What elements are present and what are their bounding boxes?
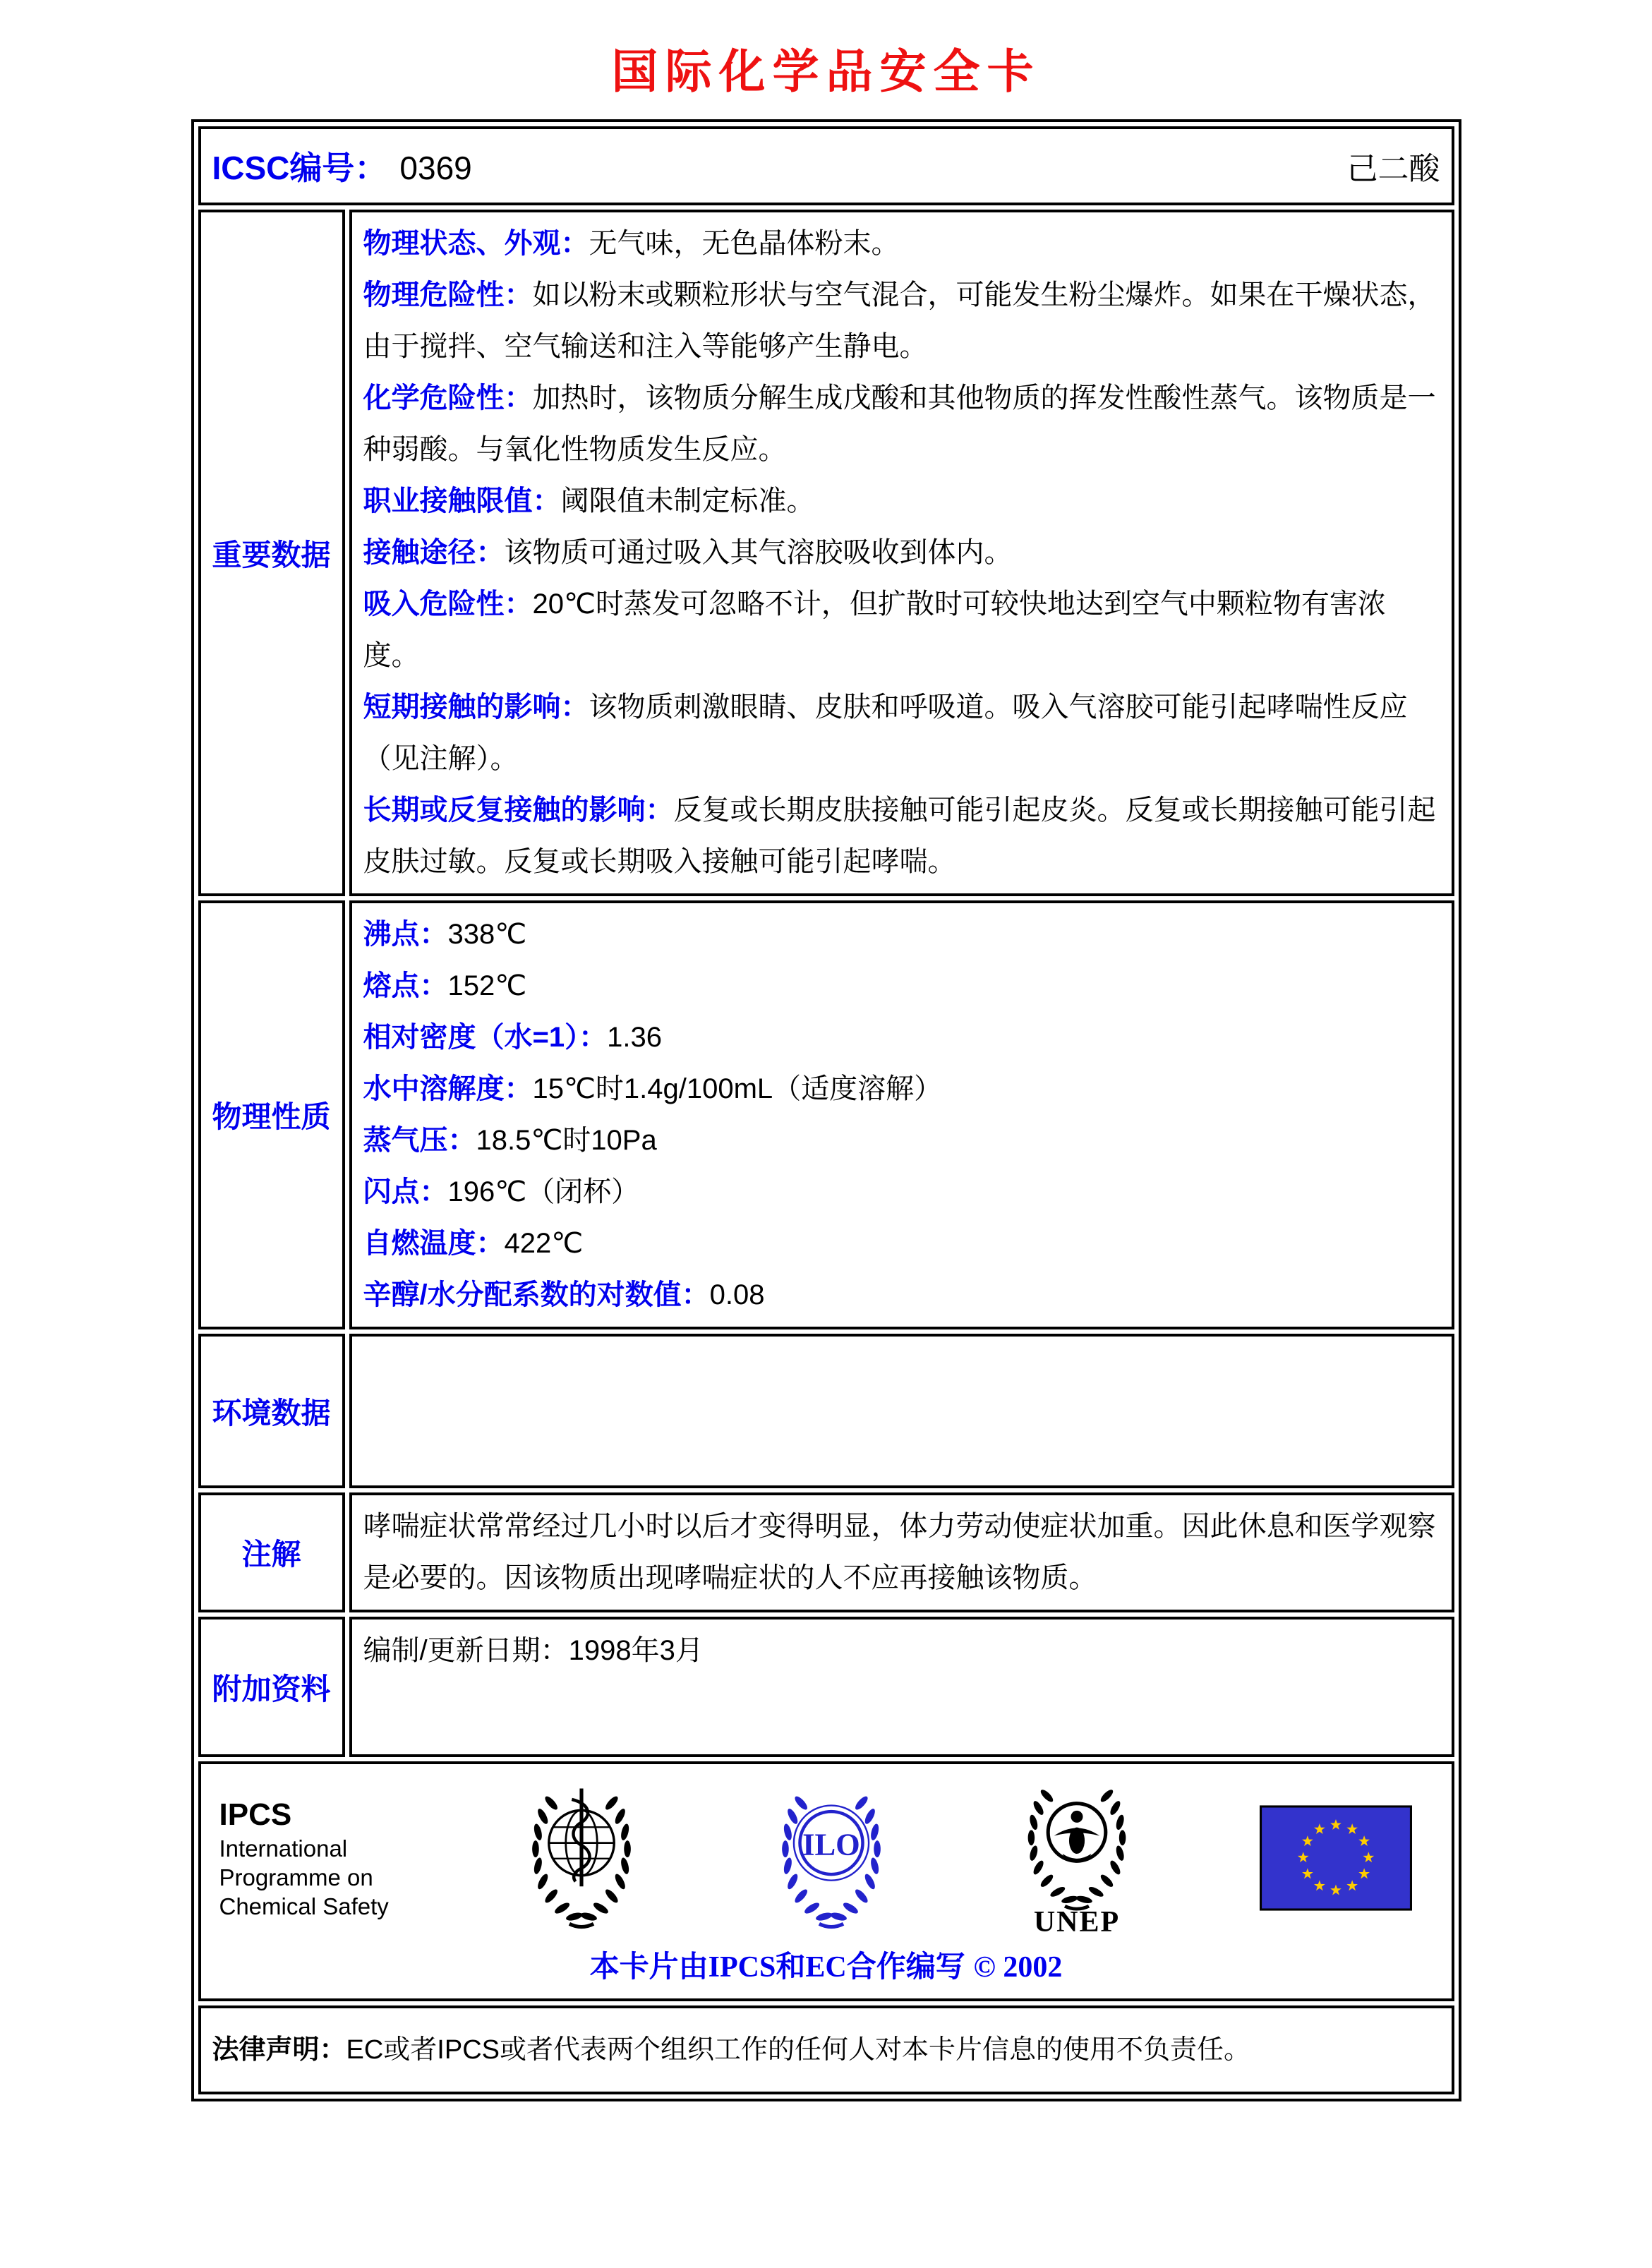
entry-term: 水中溶解度： xyxy=(363,1073,533,1104)
entry-text: 反复或长期皮肤接触可能引起皮炎。反复或长期接触可能引起皮肤过敏。反复或长期吸入接触可能引起哮喘。 xyxy=(363,795,1436,877)
header-row xyxy=(198,126,1454,205)
entry-term: 自燃温度： xyxy=(363,1228,505,1259)
entry-inhalation-risk xyxy=(363,579,1440,682)
important-data-row xyxy=(198,210,1454,896)
entry-chemical-danger xyxy=(363,373,1440,476)
chemical-name: 己二酸 xyxy=(1346,152,1440,186)
entry-term: 吸入危险性： xyxy=(363,589,533,620)
entry-term: 化学危险性： xyxy=(363,382,533,414)
entry-text: 422℃ xyxy=(504,1228,584,1259)
caption-text: 和 xyxy=(776,1950,806,1983)
legal-cell xyxy=(198,2005,1454,2094)
entry-term: 物理状态、外观： xyxy=(363,228,589,259)
entry-text: 18.5℃时10Pa xyxy=(476,1125,657,1156)
entry-autoignition-temp xyxy=(363,1218,1440,1269)
entry-flash-point xyxy=(363,1166,1440,1218)
entry-term: 蒸气压： xyxy=(363,1125,476,1156)
entry-term: 沸点： xyxy=(363,919,448,950)
icsc-number-label: ICSC编号： xyxy=(212,150,387,186)
entry-text: 如以粉末或颗粒形状与空气混合，可能发生粉尘爆炸。如果在干燥状态，由于搅拌、空气输送和注入等能够产生静电。 xyxy=(363,279,1436,362)
header-cell xyxy=(198,126,1454,205)
environmental-data-content xyxy=(349,1334,1454,1488)
ipcs-title: IPCS xyxy=(219,1797,292,1832)
entry-text: 该物质刺激眼睛、皮肤和呼吸道。吸入气溶胶可能引起哮喘性反应（见注解）。 xyxy=(363,692,1408,774)
entry-melting-point xyxy=(363,960,1440,1012)
entry-text: 阈限值未制定标准。 xyxy=(560,485,815,517)
caption-copyright: © 2002 xyxy=(973,1951,1063,1984)
logos-cell xyxy=(198,1761,1454,2001)
notes-label: 注解 xyxy=(198,1492,345,1612)
entry-text: 196℃（闭杯） xyxy=(447,1176,640,1207)
important-data-content xyxy=(349,210,1454,896)
eu-flag xyxy=(1260,1805,1412,1911)
entry-text: 20℃时蒸发可忽略不计，但扩散时可较快地达到空气中颗粒物有害浓度。 xyxy=(363,589,1386,671)
notes-content: 哮喘症状常常经过几小时以后才变得明显，体力劳动使症状加重。因此休息和医学观察是必要的。因该物质出现哮喘症状的人不应再接触该物质。 xyxy=(349,1492,1454,1612)
entry-term: 闪点： xyxy=(363,1176,448,1207)
legal-label: 法律声明： xyxy=(212,2035,346,2065)
entry-text: 338℃ xyxy=(447,919,527,950)
entry-boiling-point xyxy=(363,909,1440,960)
entry-short-term-effects xyxy=(363,682,1440,785)
entry-term: 物理危险性： xyxy=(363,279,533,310)
caption-ec: EC xyxy=(805,1951,847,1984)
entry-term: 短期接触的影响： xyxy=(363,692,589,723)
entry-exposure-route xyxy=(363,527,1440,579)
entry-physical-danger xyxy=(363,270,1440,373)
entry-occupational-limit xyxy=(363,476,1440,527)
entry-term: 长期或反复接触的影响： xyxy=(363,795,674,826)
entry-text: 1.36 xyxy=(607,1022,662,1053)
additional-info-content: 编制/更新日期：1998年3月 xyxy=(349,1617,1454,1757)
ipcs-line: Chemical Safety xyxy=(219,1893,389,1920)
entry-text: 15℃时1.4g/100mL（适度溶解） xyxy=(532,1073,943,1104)
entry-relative-density xyxy=(363,1012,1440,1063)
entry-vapor-pressure xyxy=(363,1115,1440,1166)
physical-properties-label: 物理性质 xyxy=(198,900,345,1329)
entry-text: 0.08 xyxy=(709,1279,765,1310)
legal-row xyxy=(198,2005,1454,2094)
entry-text: 无气味，无色晶体粉末。 xyxy=(589,228,900,259)
environmental-data-label: 环境数据 xyxy=(198,1334,345,1488)
icsc-number-value: 0369 xyxy=(399,150,472,186)
environmental-data-row xyxy=(198,1334,1454,1488)
caption-ipcs: IPCS xyxy=(708,1951,776,1984)
additional-info-row xyxy=(198,1617,1454,1757)
caption-text: 本卡片由 xyxy=(589,1950,709,1983)
entry-text: 加热时，该物质分解生成戊酸和其他物质的挥发性酸性蒸气。该物质是一种弱酸。与氧化性物质发生反应。 xyxy=(363,382,1436,465)
entry-water-solubility xyxy=(363,1063,1440,1115)
ipcs-text-block xyxy=(219,1795,396,1922)
entry-text: 该物质可通过吸入其气溶胶吸收到体内。 xyxy=(504,537,1013,568)
entry-term: 职业接触限值： xyxy=(363,485,561,517)
cooperation-caption xyxy=(219,1943,1433,1986)
important-data-label: 重要数据 xyxy=(198,210,345,896)
physical-properties-row xyxy=(198,900,1454,1329)
entry-term: 熔点： xyxy=(363,970,448,1001)
legal-text: EC或者IPCS或者代表两个组织工作的任何人对本卡片信息的使用不负责任。 xyxy=(346,2035,1250,2065)
unep-wordmark: UNEP xyxy=(1033,1906,1121,1938)
entry-text: 152℃ xyxy=(447,970,527,1001)
entry-term: 相对密度（水=1）： xyxy=(363,1022,608,1053)
safety-card-table xyxy=(191,119,1461,2101)
ilo-letters: ILO xyxy=(802,1826,860,1862)
entry-physical-state xyxy=(363,218,1440,270)
ipcs-line: International xyxy=(219,1835,348,1862)
ipcs-line: Programme on xyxy=(219,1864,373,1890)
logos-row xyxy=(198,1761,1454,2001)
who-logo xyxy=(518,1783,645,1934)
entry-long-term-effects xyxy=(363,785,1440,888)
entry-term: 接触途径： xyxy=(363,537,505,568)
notes-row xyxy=(198,1492,1454,1612)
unep-logo xyxy=(1017,1777,1137,1939)
caption-text: 合作编写 xyxy=(846,1950,965,1983)
entry-term: 辛醇/水分配系数的对数值： xyxy=(363,1279,710,1310)
ilo-logo xyxy=(768,1783,895,1934)
physical-properties-content xyxy=(349,900,1454,1329)
page-title: 国际化学品安全卡 xyxy=(611,44,1041,99)
icsc-number-group xyxy=(212,143,472,189)
entry-octanol-water xyxy=(363,1269,1440,1321)
additional-info-label: 附加资料 xyxy=(198,1617,345,1757)
